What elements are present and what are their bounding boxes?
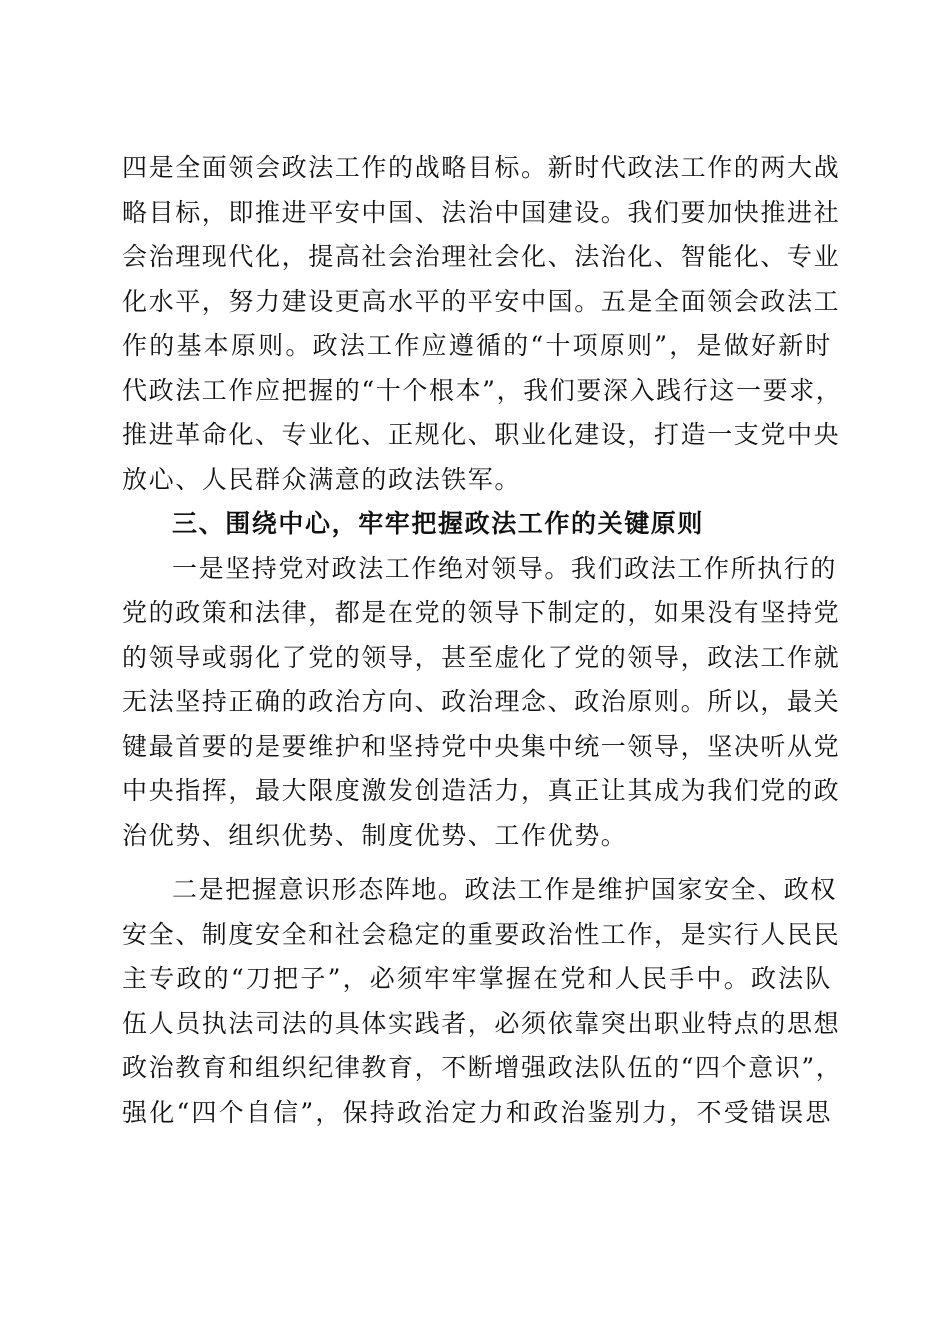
text-line: 作的基本原则。政法工作应遵循的“十项原则”，是做好新时 [122, 331, 832, 360]
text-line: 强化“四个自信”，保持政治定力和政治鉴别力，不受错误思 [122, 1097, 832, 1127]
text-line: 代政法工作应把握的“十个根本”，我们要深入践行这一要求， [122, 375, 843, 405]
paragraph-gap [122, 858, 832, 868]
paragraph-party-leadership [122, 547, 841, 859]
paragraph-ideology [122, 868, 843, 1135]
text-line: 安全、制度安全和社会稳定的重要政治性工作，是实行人民民 [122, 919, 841, 949]
text-line: 推进革命化、专业化、正规化、职业化建设，打造一支党中央 [122, 420, 841, 449]
text-line: 伍人员执法司法的具体实践者，必须依靠突出职业特点的思想 [122, 1008, 841, 1038]
text-line: 政治教育和组织纪律教育，不断增强政法队伍的“四个意识”， [122, 1053, 843, 1082]
text-line: 治优势、组织优势、制度优势、工作优势。 [122, 820, 628, 850]
text-line: 会治理现代化，提高社会治理社会化、法治化、智能化、专业 [122, 242, 841, 271]
text-line: 放心、人民群众满意的政法铁军。 [122, 464, 522, 494]
text-line: 无法坚持正确的政治方向、政治理念、政治原则。所以，最关 [122, 687, 841, 716]
text-line: 的领导或弱化了党的领导，甚至虚化了党的领导，政法工作就 [122, 642, 841, 672]
section-heading: 三、围绕中心，牢牢把握政法工作的关键原则 [172, 509, 705, 538]
text-line: 主专政的“刀把子”，必须牢牢掌握在党和人民手中。政法队 [122, 964, 832, 993]
text-line: 二是把握意识形态阵地。政法工作是维护国家安全、政权 [172, 875, 838, 904]
document-body [122, 146, 843, 1135]
paragraph-goals-principles [122, 146, 843, 502]
text-line: 党的政策和法律，都是在党的领导下制定的，如果没有坚持党 [122, 598, 841, 627]
text-line: 键最首要的是要维护和坚持党中央集中统一领导，坚决听从党 [122, 731, 841, 761]
text-line: 略目标，即推进平安中国、法治中国建设。我们要加快推进社 [122, 197, 841, 227]
text-line: 中央指挥，最大限度激发创造活力，真正让其成为我们党的政 [122, 776, 841, 805]
text-line: 四是全面领会政法工作的战略目标。新时代政法工作的两大战 [122, 153, 841, 182]
text-line: 化水平，努力建设更高水平的平安中国。五是全面领会政法工 [122, 286, 841, 316]
text-line: 一是坚持党对政法工作绝对领导。我们政法工作所执行的 [172, 553, 838, 583]
